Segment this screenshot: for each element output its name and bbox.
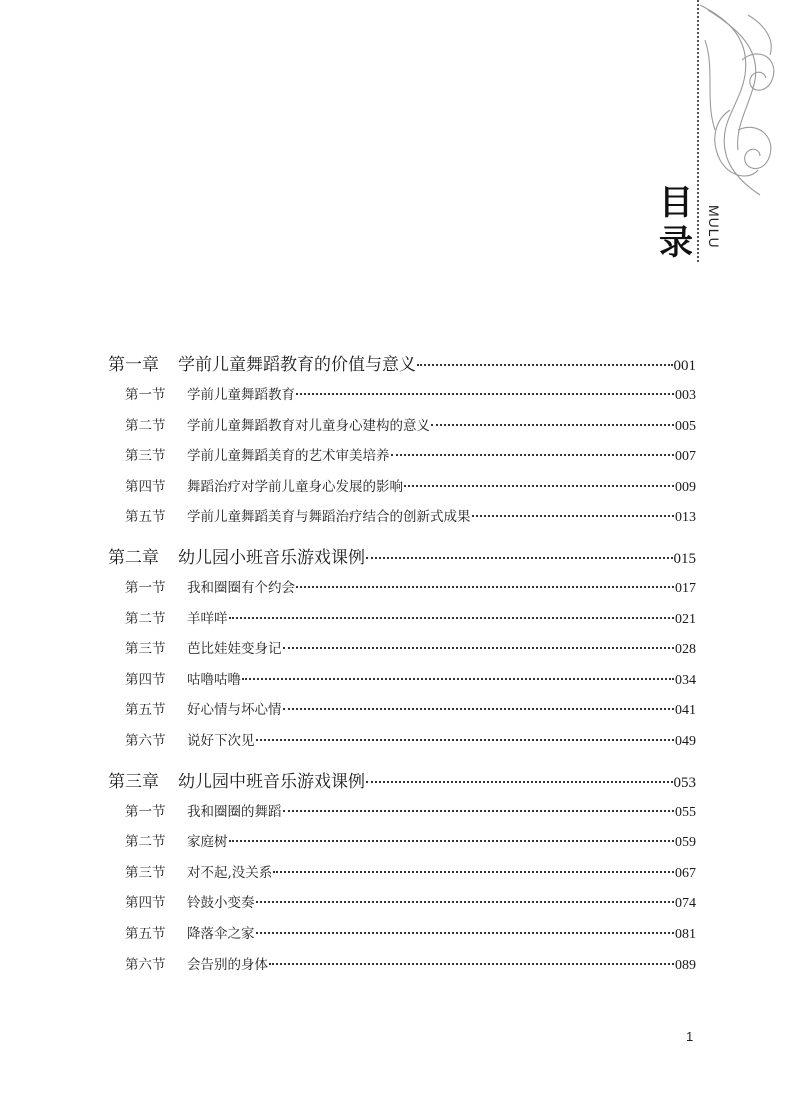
chapter-entry[interactable]	[108, 350, 696, 380]
page-ref: 074	[675, 896, 696, 912]
section-entry[interactable]	[108, 726, 696, 757]
section-label: 第四节	[125, 478, 166, 495]
dot-leader	[256, 901, 675, 903]
section-title: 咕噜咕噜	[187, 671, 241, 688]
page-ref: 041	[675, 703, 696, 719]
chapter-label: 第二章	[108, 547, 159, 568]
section-entry[interactable]	[108, 573, 696, 604]
page-ref: 015	[673, 550, 696, 567]
dot-leader	[472, 515, 675, 517]
section-title: 说好下次见	[187, 732, 255, 749]
dot-leader	[283, 647, 675, 649]
chapter-title: 学前儿童舞蹈教育的价值与意义	[178, 355, 416, 375]
dot-leader	[431, 424, 674, 426]
dot-leader	[366, 781, 673, 783]
title-char: 录	[659, 223, 693, 263]
chapter-entry[interactable]	[108, 543, 696, 573]
page-number: 1	[686, 1029, 694, 1044]
page-ref: 021	[675, 611, 696, 627]
section-entry[interactable]	[108, 797, 696, 828]
section-label: 第一节	[125, 803, 166, 820]
section-title: 会告别的身体	[187, 956, 268, 973]
page-ref: 003	[675, 388, 696, 403]
section-title: 降落伞之家	[187, 925, 255, 942]
section-label: 第六节	[125, 732, 166, 749]
dot-leader	[242, 678, 674, 680]
section-title: 舞蹈治疗对学前儿童身心发展的影响	[187, 478, 403, 495]
dot-leader	[283, 708, 675, 710]
page-ref: 081	[675, 926, 696, 942]
section-title: 学前儿童舞蹈教育对儿童身心建构的意义	[187, 417, 430, 434]
section-entry[interactable]	[108, 472, 696, 503]
dot-leader	[256, 932, 675, 934]
dot-leader	[404, 485, 674, 487]
section-title: 铃鼓小变奏	[187, 895, 255, 912]
section-entry[interactable]	[108, 665, 696, 696]
dot-leader	[283, 810, 675, 812]
section-label: 第三节	[125, 864, 166, 881]
chapter-label: 第三章	[108, 771, 159, 792]
section-label: 第二节	[125, 417, 166, 434]
section-label: 第二节	[125, 610, 166, 627]
section-entry[interactable]	[108, 502, 696, 533]
chapter-title: 幼儿园小班音乐游戏课例	[178, 547, 365, 568]
section-label: 第五节	[125, 509, 166, 526]
page-ref: 055	[675, 804, 696, 820]
section-title: 好心情与坏心情	[187, 702, 282, 719]
chapter-title: 幼儿园中班音乐游戏课例	[178, 771, 365, 792]
page-ref: 034	[675, 672, 696, 688]
page-title	[656, 183, 696, 263]
floral-flourish-icon	[690, 0, 785, 200]
section-label: 第四节	[125, 671, 166, 688]
section-entry[interactable]	[108, 888, 696, 919]
dot-leader	[273, 871, 674, 873]
section-title: 学前儿童舞蹈教育	[187, 387, 295, 403]
page-ref: 049	[675, 733, 696, 749]
chapter-entry[interactable]	[108, 767, 696, 797]
section-entry[interactable]	[108, 858, 696, 889]
page-ref: 013	[675, 510, 696, 526]
section-label: 第五节	[125, 702, 166, 719]
page-ref: 059	[675, 835, 696, 851]
section-label: 第一节	[125, 579, 166, 596]
section-title: 芭比娃娃变身记	[187, 641, 282, 658]
section-entry[interactable]	[108, 695, 696, 726]
page-ref: 007	[675, 449, 696, 465]
chapter-block	[108, 767, 696, 981]
section-title: 对不起,没关系	[187, 864, 273, 881]
section-label: 第三节	[125, 448, 166, 465]
dot-leader	[391, 454, 675, 456]
dot-leader	[296, 393, 674, 395]
page-ref: 005	[675, 418, 696, 434]
section-entry[interactable]	[108, 827, 696, 858]
section-entry[interactable]	[108, 950, 696, 981]
section-title: 我和圈圈的舞蹈	[187, 803, 282, 820]
dot-leader	[256, 739, 675, 741]
page-ref: 001	[673, 358, 696, 374]
chapter-label: 第一章	[108, 355, 159, 375]
page-ref: 053	[673, 774, 696, 791]
table-of-contents	[108, 350, 696, 990]
dot-leader	[417, 364, 673, 366]
section-title: 羊咩咩	[187, 610, 228, 627]
page-ref: 009	[675, 479, 696, 495]
section-entry[interactable]	[108, 919, 696, 950]
section-label: 第六节	[125, 956, 166, 973]
section-title: 家庭树	[187, 834, 228, 851]
page-ref: 067	[675, 865, 696, 881]
section-entry[interactable]	[108, 380, 696, 411]
title-pinyin: MULU	[706, 205, 722, 249]
section-title: 我和圈圈有个约会	[187, 579, 295, 596]
section-label: 第三节	[125, 641, 166, 658]
dot-leader	[229, 617, 675, 619]
dot-leader	[296, 586, 674, 588]
chapter-block	[108, 350, 696, 533]
section-entry[interactable]	[108, 441, 696, 472]
section-title: 学前儿童舞蹈美育的艺术审美培养	[187, 448, 390, 465]
dot-leader	[229, 840, 675, 842]
section-title: 学前儿童舞蹈美育与舞蹈治疗结合的创新式成果	[187, 509, 471, 526]
title-char: 目	[659, 183, 693, 223]
page-ref: 028	[675, 642, 696, 658]
section-label: 第二节	[125, 834, 166, 851]
section-label: 第一节	[125, 387, 166, 403]
section-entry[interactable]	[108, 411, 696, 442]
dot-leader	[366, 557, 673, 559]
dot-leader	[269, 963, 674, 965]
page-ref: 089	[675, 957, 696, 973]
page-ref: 017	[675, 580, 696, 596]
chapter-block	[108, 543, 696, 757]
section-entry[interactable]	[108, 604, 696, 635]
section-label: 第五节	[125, 925, 166, 942]
section-label: 第四节	[125, 895, 166, 912]
section-entry[interactable]	[108, 634, 696, 665]
